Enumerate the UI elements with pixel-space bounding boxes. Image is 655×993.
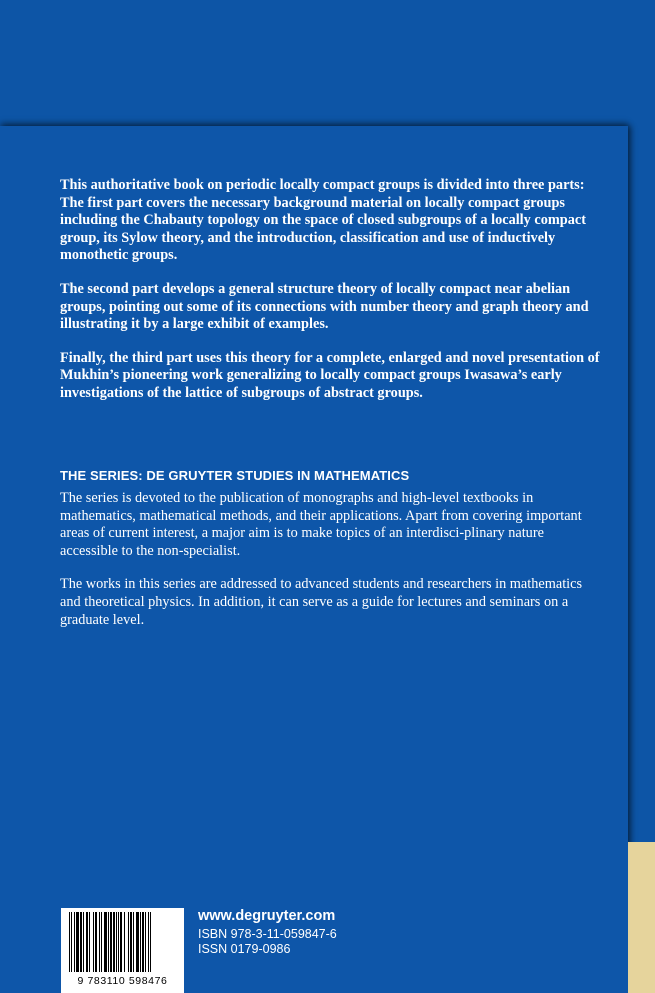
issn-number: ISSN 0179-0986 bbox=[198, 942, 291, 956]
series-paragraph-2: The works in this series are addressed to advanced students and researchers in mathematics and theoretical physics. In addition, it can serve as a guide for lectures and seminars on a graduate level. bbox=[60, 576, 583, 628]
barcode-bars bbox=[69, 912, 176, 972]
accent-strip bbox=[628, 842, 655, 993]
book-blurb bbox=[60, 177, 600, 419]
blurb-paragraph-1: This authoritative book on periodic locally compact groups is divided into three parts: The first part covers the necessary background material on locally compact groups including the Chabauty topology on the space of closed subgroups of a locally compact group, its Sylow theory, and the introduction, classification and use of inductively monothetic groups. bbox=[60, 177, 586, 264]
publisher-info bbox=[198, 907, 337, 957]
barcode-digits: 9 783110 598476 bbox=[77, 975, 168, 987]
isbn-barcode bbox=[61, 908, 184, 993]
blurb-paragraph-2: The second part develops a general structure theory of locally compact near abelian groups, pointing out some of its connections with number theory and graph theory and illustrating it by a large exhibit of examples. bbox=[60, 280, 589, 333]
publisher-url[interactable]: www.degruyter.com bbox=[198, 908, 336, 924]
series-title: THE SERIES: DE GRUYTER STUDIES IN MATHEMATICS bbox=[60, 468, 410, 483]
series-paragraph-1: The series is devoted to the publication of monographs and high-level textbooks in mathematics, mathematical methods, and their applications. Apart from covering important areas of current interest, a major aim is to make topics of an interdisci-plinary nature accessible to the non-specialist. bbox=[60, 490, 582, 559]
blurb-paragraph-3: Finally, the third part uses this theory for a complete, enlarged and novel presentation of Mukhin’s pioneering work generalizing to locally compact groups Iwasawa’s early investigations of the lattice of subgroups of abstract groups. bbox=[60, 349, 600, 401]
isbn-number: ISBN 978-3-11-059847-6 bbox=[198, 927, 337, 941]
series-description bbox=[60, 490, 600, 645]
